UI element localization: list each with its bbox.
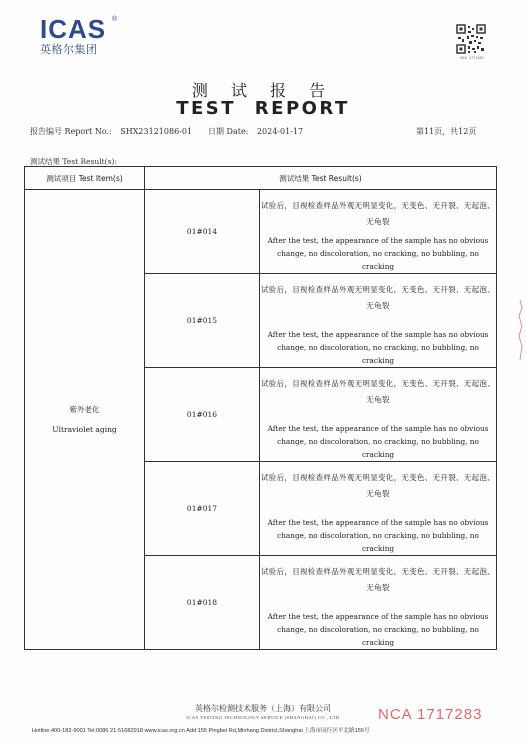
title-english: TEST REPORT xyxy=(176,98,350,119)
table-row xyxy=(25,190,497,274)
results-table xyxy=(24,166,497,650)
result-cell xyxy=(260,462,497,556)
qr-code-icon xyxy=(456,24,486,54)
result-chinese: 试验后，目视检查样品外观无明显变化，无变色、无开裂、无起泡、无龟裂 xyxy=(261,379,495,404)
sample-id: 01#016 xyxy=(145,368,260,462)
result-english: After the test, the appearance of the sample has no obvious change, no discoloration, no cracking, no bubbling, no cracking xyxy=(267,424,489,459)
footer-company-english: ICAS TESTING TECHNOLOGY SERVICE (SHANGHAI) CO., LTD xyxy=(186,715,340,720)
result-cell xyxy=(260,556,497,650)
qr-code-caption: NCA 1717283 xyxy=(460,56,484,60)
result-english: After the test, the appearance of the sample has no obvious change, no discoloration, no cracking, no bubbling, no cracking xyxy=(267,330,489,365)
test-item-english: Ultraviolet aging xyxy=(52,424,117,434)
header-test-item: 测试项目 Test Item(s) xyxy=(25,167,145,190)
result-cell xyxy=(260,190,497,274)
report-date xyxy=(208,126,303,137)
seal-stamp-edge xyxy=(512,300,524,360)
result-chinese: 试验后，目视检查样品外观无明显变化，无变色、无开裂、无起泡、无龟裂 xyxy=(261,201,495,226)
result-cell xyxy=(260,368,497,462)
sample-id: 01#014 xyxy=(145,190,260,274)
title-chinese: 测 试 报 告 xyxy=(191,81,335,100)
result-english: After the test, the appearance of the sample has no obvious change, no discoloration, no cracking, no bubbling, no cracking xyxy=(267,518,489,553)
header-test-result: 测试结果 Test Result(s) xyxy=(145,167,497,190)
report-number xyxy=(30,126,192,137)
footer-contact: Hotline:400-182-9001 Tel:0086 21-51682918 www.icas.org.cn Add:155 Pingbei Rd,Minhang District,Shanghai 上海市闵行区平北路155号 xyxy=(32,728,370,734)
report-date-label: 日期 Date: xyxy=(208,127,249,136)
sample-id: 01#015 xyxy=(145,274,260,368)
report-number-value: SHX23121086-01 xyxy=(120,127,193,136)
nca-serial-number: NCA 1717283 xyxy=(378,706,483,723)
logo-mark: ICAS xyxy=(40,14,107,44)
result-english: After the test, the appearance of the sample has no obvious change, no discoloration, no cracking, no bubbling, no cracking xyxy=(267,236,489,271)
icas-logo xyxy=(40,16,120,60)
report-date-value: 2024-01-17 xyxy=(256,127,304,136)
result-english: After the test, the appearance of the sample has no obvious change, no discoloration, no cracking, no bubbling, no cracking xyxy=(267,612,489,647)
results-caption: 测试结果 Test Result(s): xyxy=(30,157,117,166)
footer-company-chinese: 英格尔检测技术服务（上海）有限公司 xyxy=(195,704,331,713)
result-chinese: 试验后，目视检查样品外观无明显变化，无变色、无开裂、无起泡、无龟裂 xyxy=(261,567,495,592)
result-chinese: 试验后，目视检查样品外观无明显变化，无变色、无开裂、无起泡、无龟裂 xyxy=(261,285,495,310)
table-header-row xyxy=(25,167,497,190)
result-chinese: 试验后，目视检查样品外观无明显变化，无变色、无开裂、无起泡、无龟裂 xyxy=(261,473,495,498)
sample-id: 01#017 xyxy=(145,462,260,556)
report-number-label: 报告编号 Report No.: xyxy=(30,127,112,136)
sample-id: 01#018 xyxy=(145,556,260,650)
result-cell xyxy=(260,274,497,368)
test-item-chinese: 紫外老化 xyxy=(69,404,100,414)
page-number: 第11页，共12页 xyxy=(416,127,477,136)
test-item-cell xyxy=(25,190,145,650)
logo-chinese-name: 英格尔集团 xyxy=(40,43,98,56)
registered-mark: ® xyxy=(112,16,118,23)
